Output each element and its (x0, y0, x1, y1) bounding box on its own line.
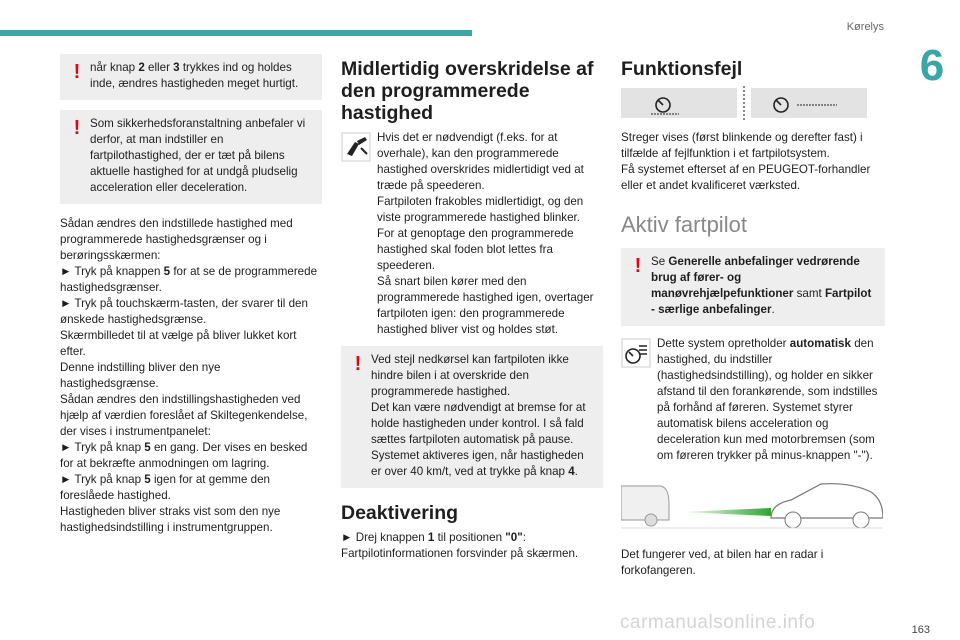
warning-text: Se Generelle anbefalinger vedrørende brug af fører- og manøvrehjælpefunktioner samt Fartpilot - særlige anbefalinger. (651, 255, 872, 316)
speedometer-icon (621, 88, 737, 118)
column-2 (341, 58, 603, 562)
warning-text: Som sikkerhedsforanstaltning anbefaler vi derfor, at man indstiller en fartpilothastighed, der er tæt på bilens aktuelle hastighed for at undgå pludselig acceleration eller deceleration. (90, 117, 306, 194)
paragraph: Det fungerer ved, at bilen har en radar i forkofangeren. (621, 548, 824, 577)
warning-text: når knap 2 eller 3 trykkes ind og holdes inde, ændres hastigheden meget hurtigt. (90, 61, 299, 90)
watermark: carmanualsonline.info (620, 612, 816, 633)
car-radar-illustration (621, 474, 883, 534)
header-accent-bar (0, 30, 472, 36)
page-number: 163 (911, 624, 930, 636)
paragraph: Sådan ændres den indstillede hastighed med programmerede hastighedsgrænser og i berøringsskærmen: (60, 217, 293, 262)
icon-paragraph (341, 130, 603, 338)
warning-icon: ! (73, 61, 81, 83)
warning-box (60, 110, 322, 204)
malfunction-pictograms (621, 86, 885, 120)
paragraph: Hvis det er nødvendigt (f.eks. for at overhale), kan den programmerede hastighed overskrides midlertidigt ved at træde på speederen. Fartpiloten frakobles midlertidigt, og den viste programmerede hastighed blinker. For at genoptage den programmerede hastighed skal foden blot lettes fra speederen. Så snart bilen kører med den programmerede hastighed igen, overtager fartpiloten igen: den programmerede hastighed bliver vist og holdes støt. (377, 131, 594, 336)
heading-malfunction: Funktionsfejl (621, 58, 743, 80)
warning-icon: ! (634, 255, 642, 277)
warning-box (60, 54, 322, 100)
warning-box (341, 346, 603, 488)
paragraph: Dette system opretholder automatisk den hastighed, du indstiller (hastighedsindstilling), og holder en sikker afstand til den forankørende, som indstilles på forhånd af føreren. Systemet styrer automatisk bilens acceleration og deceleration kun med motorbremsen (som om føreren trykker på minus-knappen "-"). (657, 337, 878, 462)
paragraph: ► Drej knappen 1 til positionen "0": Fartpilotinformationen forsvinder på skærmen. (341, 531, 579, 560)
bullet: ► Tryk på knappen 5 for at se de programmerede hastighedsgrænser. (60, 265, 318, 294)
heading-temporary-overspeed: Midlertidig overskridelse af den programmerede hastighed (341, 58, 594, 124)
paragraph: Skærmbilledet til at vælge på bliver lukket kort efter. Denne indstilling bliver den nye hastighedsgrænse. Sådan ændres den indstillingshastigheden ved hjælp af værdien foreslået af Skiltegenkendelse, der vises i instrumentpanelet: (60, 329, 308, 438)
warning-icon: ! (354, 353, 362, 375)
section-title: Kørelys (846, 21, 884, 33)
heading-deactivation: Deaktivering (341, 502, 459, 524)
adaptive-cruise-icon (751, 88, 867, 118)
column-1 (60, 54, 322, 536)
paragraph: Hastigheden bliver straks vist som den nye hastighedsindstilling i instrumentgruppen. (60, 505, 281, 534)
warning-box (621, 248, 885, 326)
adaptive-cruise-icon (621, 338, 651, 368)
chapter-number: 6 (919, 41, 945, 90)
warning-text: Ved stejl nedkørsel kan fartpiloten ikke hindre bilen i at overskride den programmerede hastighed. Det kan være nødvendigt at bremse for at holde hastigheden under kontrol. I så fald sættes fartpiloten automatisk på pause. Systemet aktiveres igen, når hastigheden er over 40 km/t, ved at trykke på knap 4. (371, 353, 586, 478)
bullet: ► Tryk på knap 5 en gang. Der vises en besked for at bekræfte anmodningen om lagring. (60, 441, 308, 470)
pedal-foot-icon (341, 132, 371, 162)
icon-paragraph (621, 336, 885, 464)
bullet: ► Tryk på knap 5 igen for at gemme den foreslåede hastighed. (60, 473, 270, 502)
column-3 (621, 58, 885, 579)
heading-active-cruise: Aktiv fartpilot (621, 212, 747, 237)
bullet: ► Tryk på touchskærm-tasten, der svarer til den ønskede hastighedsgrænse. (60, 297, 308, 326)
paragraph: Streger vises (først blinkende og derefter fast) i tilfælde af fejlfunktion i et fartpilotsystem. Få systemet efterset af en PEUGEOT-forhandler eller et andet kvalificeret værksted. (621, 131, 871, 192)
divider (743, 86, 745, 120)
warning-icon: ! (73, 117, 81, 139)
